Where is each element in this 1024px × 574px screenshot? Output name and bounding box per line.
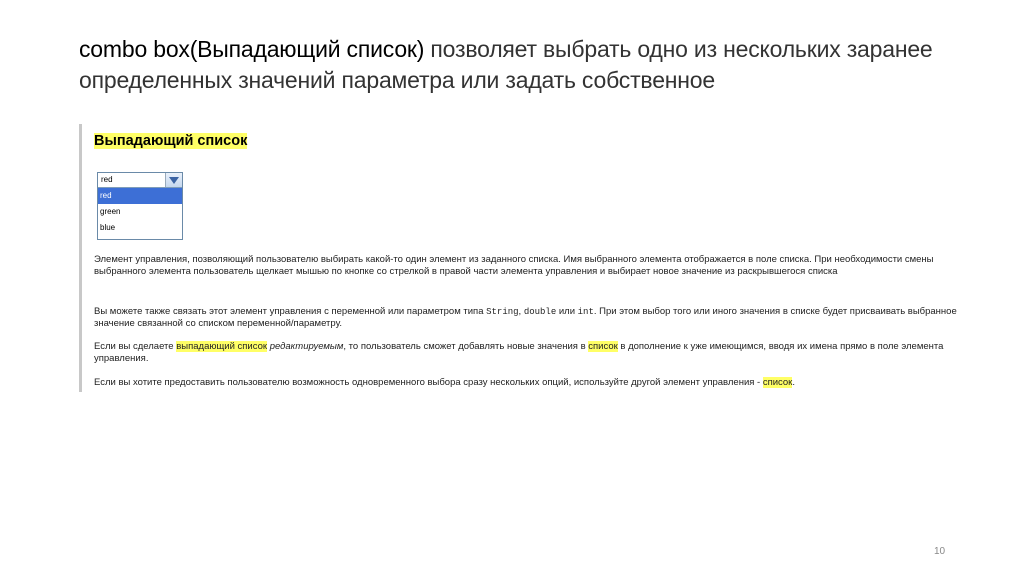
combo-option-red[interactable]: red [98, 188, 182, 204]
combo-field[interactable] [98, 173, 182, 188]
type-int: int [577, 307, 594, 317]
binding-paragraph [94, 306, 969, 330]
help-heading [94, 133, 247, 149]
combo-option-blue[interactable]: blue [100, 223, 116, 232]
editable-paragraph [94, 341, 969, 365]
editable-text-1: Если вы сделаете [94, 341, 177, 352]
multiselect-paragraph [94, 377, 969, 389]
slide-title-term: combo box(Выпадающий список) [79, 36, 425, 62]
dropdown-arrow-icon[interactable] [165, 173, 182, 187]
description-paragraph: Элемент управления, позволяющий пользователю выбирать какой-то один элемент из заданного списка. Имя выбранного элемента отображается в поле списка. При необходимости смены выбранного элемента пользователь щелкает мышью по кнопке со стрелкой в правой части элемента управления и выбирает новое значение из раскрывшегося списка [94, 254, 934, 277]
editable-term: редактируемым [269, 341, 344, 352]
list-control-link[interactable]: список [762, 377, 793, 388]
binding-sep-1: , [518, 306, 524, 317]
combo-value: red [101, 175, 113, 184]
editable-text-2: , то пользователь сможет добавлять новые значения в [343, 341, 589, 352]
binding-text-1: Вы можете также связать этот элемент управления с переменной или параметром типа [94, 306, 487, 317]
combo-dropdown-list [98, 188, 182, 236]
multiselect-text-2: . [792, 377, 795, 388]
list-link[interactable]: список [588, 341, 618, 352]
help-heading-text: Выпадающий список [94, 133, 248, 149]
slide-title [79, 34, 979, 96]
binding-sep-2: или [556, 306, 578, 317]
combo-box-example[interactable] [97, 172, 183, 240]
editable-text-3: в дополнение к уже имеющимся, вводя их имена прямо в поле элемента управления. [94, 341, 944, 364]
binding-text-2: . При этом выбор того или иного значения в списке будет присваивать выбранное значение связанной со списком переменной/параметру. [94, 306, 957, 329]
help-page-screenshot [79, 124, 982, 392]
combo-option-green[interactable]: green [100, 207, 121, 216]
multiselect-text-1: Если вы хотите предоставить пользователю возможность одновременного выбора сразу нескольких опций, используйте другой элемент управления - [94, 377, 763, 388]
page-number: 10 [934, 546, 946, 557]
slide-title-description: позволяет выбрать одно из нескольких заранее определенных значений параметра или задать собственное [79, 36, 933, 93]
type-double: double [523, 307, 557, 317]
combo-box-link[interactable]: выпадающий список [176, 341, 268, 352]
type-string: String [486, 307, 519, 317]
